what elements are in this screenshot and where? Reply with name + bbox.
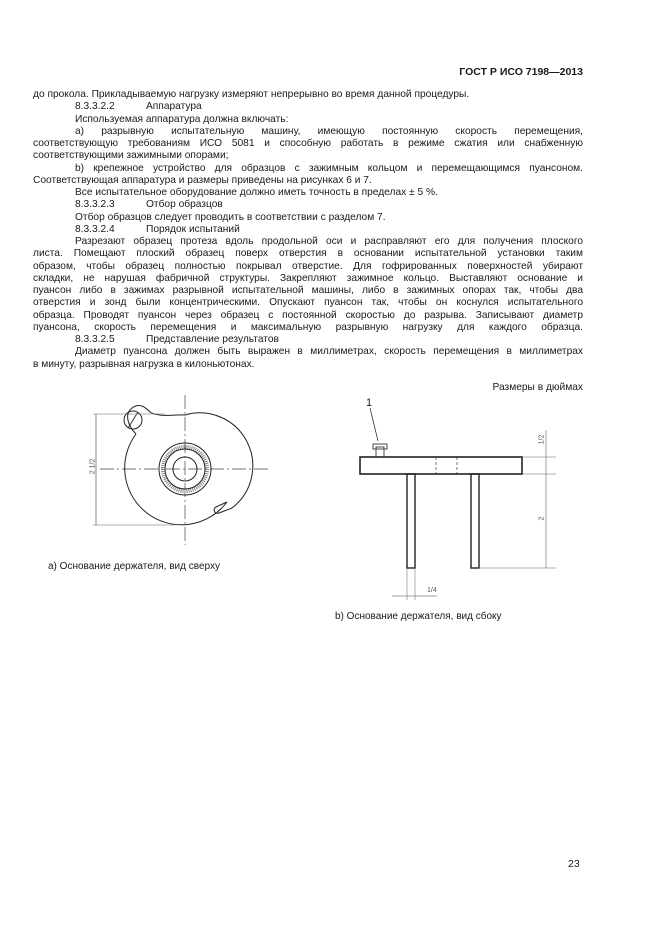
callout-1: 1 [366, 397, 373, 409]
section-number: 8.3.3.2.3 [75, 199, 115, 211]
section-title: Порядок испытаний [146, 223, 240, 235]
holder-top-view [93, 395, 270, 545]
section-title: Аппаратура [146, 101, 202, 113]
text-line: b) крепежное устройство для образцов с зажимным кольцом и перемещающимся пуансоном. [75, 162, 583, 174]
section-number: 8.3.3.2.2 [75, 101, 115, 113]
text-line: отверстия и зонд были концентрическими. Опускают пуансон так, чтобы он коснулся испытательного [33, 297, 583, 309]
text-line: соответствующими зажимными опорами; [33, 150, 229, 162]
page-number: 23 [568, 858, 580, 870]
text-line: соответствующую требованиям ИСО 5081 и способную работать в режиме сжатия или снабженную [33, 138, 583, 149]
text-line: пуансона, скорость перемещения и максимальную разрывную нагрузку для каждого образца. [33, 321, 583, 333]
dim-half: 1/2 [538, 434, 546, 445]
text-line: Разрезают образец протеза вдоль продольной оси и расправляют его для получения плоского [75, 236, 583, 247]
document-header: ГОСТ Р ИСО 7198—2013 [459, 66, 583, 78]
dim-diameter: 2 1/2 [89, 458, 97, 475]
text-line: до прокола. Прикладываемую нагрузку измеряют непрерывно во время данной процедуры. [33, 89, 470, 100]
text-line: листа. Помещают плоский образец поверх отверстия в основании испытательной установки таким [33, 248, 583, 260]
text-line: Диаметр пуансона должен быть выражен в миллиметрах, скорость перемещения в миллиметрах [75, 346, 583, 358]
text-line: в минуту, разрывная нагрузка в килоньютонах. [33, 358, 255, 370]
text-line: складки, не нарушая фабричной структуры. Закрепляют зажимное кольцо. Выставляют основание и [33, 272, 583, 284]
text-line: Все испытательное оборудование должно иметь точность в пределах ± 5 %. [75, 187, 438, 198]
text-line: Соответствующая аппаратура и размеры приведены на рисунках 6 и 7. [33, 174, 372, 186]
text-line: Используемая аппаратура должна включать: [75, 113, 289, 125]
text-line: Отбор образцов следует проводить в соответствии с разделом 7. [75, 211, 386, 223]
caption-b: b) Основание держателя, вид сбоку [335, 611, 502, 622]
section-title: Представление результатов [146, 334, 279, 345]
section-title: Отбор образцов [146, 199, 223, 211]
text-line: пуансон либо в зажимах разрывной испытательной машины, либо в зажимных опорах так, чтобы два [33, 285, 583, 296]
section-number: 8.3.3.2.5 [75, 334, 115, 345]
text-line: a) разрывную испытательную машину, имеющую постоянную скорость перемещения, [75, 125, 583, 137]
text-line: образом, чтобы образец полностью покрывал отверстие. Для гофрированных поверхностей убирают [33, 260, 583, 272]
section-number: 8.3.3.2.4 [75, 223, 115, 235]
holder-side-view [360, 408, 556, 600]
dim-quarter: 1/4 [427, 587, 437, 594]
units-note: Размеры в дюймах [492, 382, 583, 393]
dim-two: 2 [538, 516, 546, 521]
caption-a: a) Основание держателя, вид сверху [48, 561, 220, 572]
text-line: образца. Проводят пуансон через образец с постоянной скоростью до разрыва. Записывают диаметр [33, 309, 583, 321]
